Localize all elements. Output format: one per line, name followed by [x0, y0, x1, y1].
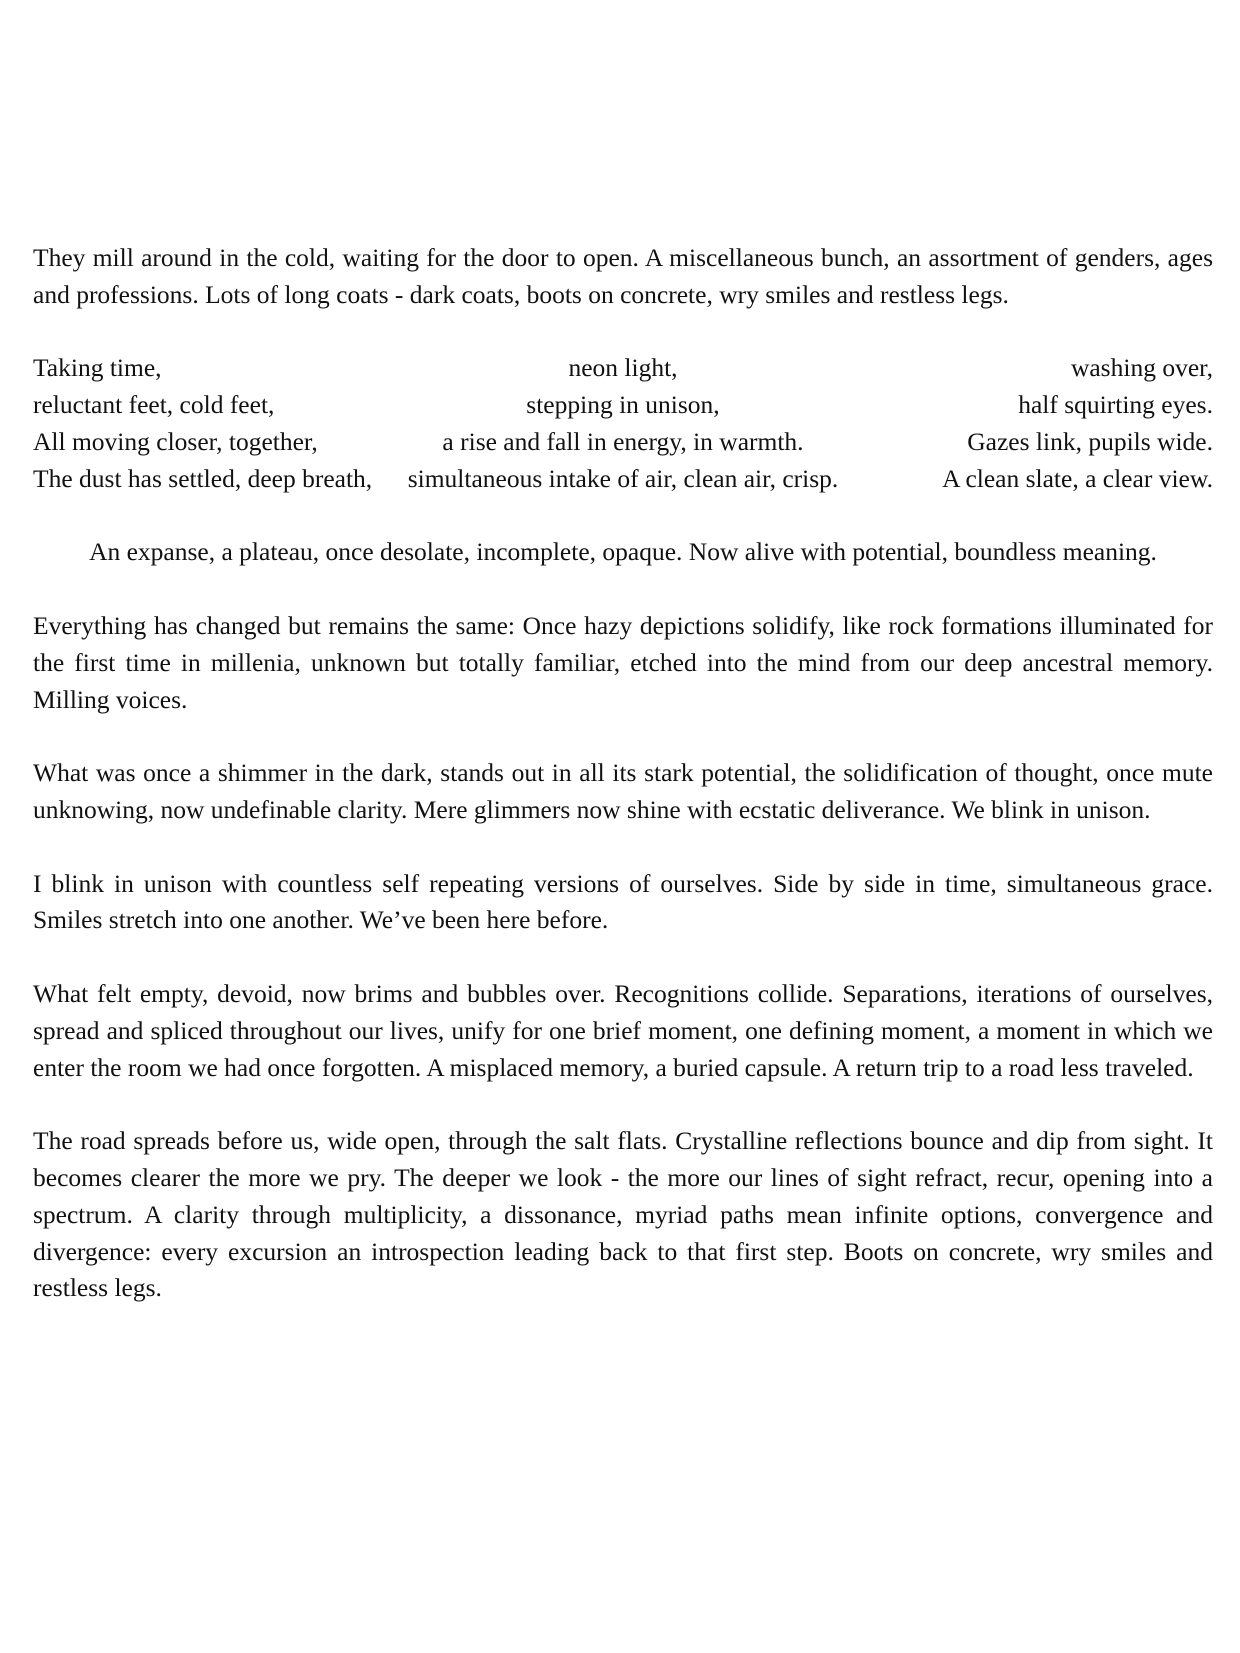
verse-center: neon light,	[568, 353, 678, 383]
paragraph-5: What felt empty, devoid, now brims and bubbles over. Recognitions collide. Separations, iterations of ourselves, spread and spliced throughout our lives, unify for one brief moment, one defining moment, a moment in which we enter the room we had once forgotten. A misplaced memory, a buried capsule. A return trip to a road less traveled.	[33, 978, 1213, 1082]
verse-row	[33, 424, 1213, 461]
column-verse	[33, 350, 1213, 497]
verse-right: half squirting eyes.	[1018, 390, 1213, 420]
verse-center: a rise and fall in energy, in warmth.	[442, 426, 804, 456]
paragraph-6: The road spreads before us, wide open, through the salt flats. Crystalline reflections bounce and dip from sight. It becomes clearer the more we pry. The deeper we look - the more our lines of sight refract, recur, opening into a spectrum. A clarity through multiplicity, a dissonance, myriad paths mean infinite options, convergence and divergence: every excursion an introspection leading back to that first step. Boots on concrete, wry smiles and restless legs.	[33, 1126, 1213, 1303]
verse-row	[33, 461, 1213, 498]
paragraph-2: Everything has changed but remains the same: Once hazy depictions solidify, like rock formations illuminated for the first time in millenia, unknown but totally familiar, etched into the mind from our deep ancestral memory. Milling voices.	[33, 610, 1213, 714]
verse-right: A clean slate, a clear view.	[942, 463, 1213, 493]
document-page	[33, 240, 1213, 1344]
verse-left: All moving closer, together,	[33, 426, 318, 456]
paragraph-3: What was once a shimmer in the dark, stands out in all its stark potential, the solidification of thought, once mute unknowing, now undefinable clarity. Mere glimmers now shine with ecstatic deliverance. We blink in unison.	[33, 758, 1213, 824]
verse-center: simultaneous intake of air, clean air, crisp.	[407, 463, 839, 493]
paragraph-4: I blink in unison with countless self repeating versions of ourselves. Side by side in time, simultaneous grace. Smiles stretch into one another. We’ve been here before.	[33, 868, 1213, 935]
verse-row	[33, 387, 1213, 424]
verse-right: washing over,	[1070, 353, 1213, 383]
verse-right: Gazes link, pupils wide.	[967, 426, 1213, 456]
centered-line: An expanse, a plateau, once desolate, incomplete, opaque. Now alive with potential, boundless meaning.	[89, 537, 1157, 567]
verse-left: Taking time,	[33, 353, 162, 383]
verse-left: reluctant feet, cold feet,	[33, 390, 275, 420]
paragraph-1: They mill around in the cold, waiting for the door to open. A miscellaneous bunch, an assortment of genders, ages and professions. Lots of long coats - dark coats, boots on concrete, wry smiles and restless legs.	[33, 243, 1213, 309]
verse-row	[33, 350, 1213, 387]
verse-left: The dust has settled, deep breath,	[33, 463, 373, 493]
verse-center: stepping in unison,	[526, 390, 720, 420]
